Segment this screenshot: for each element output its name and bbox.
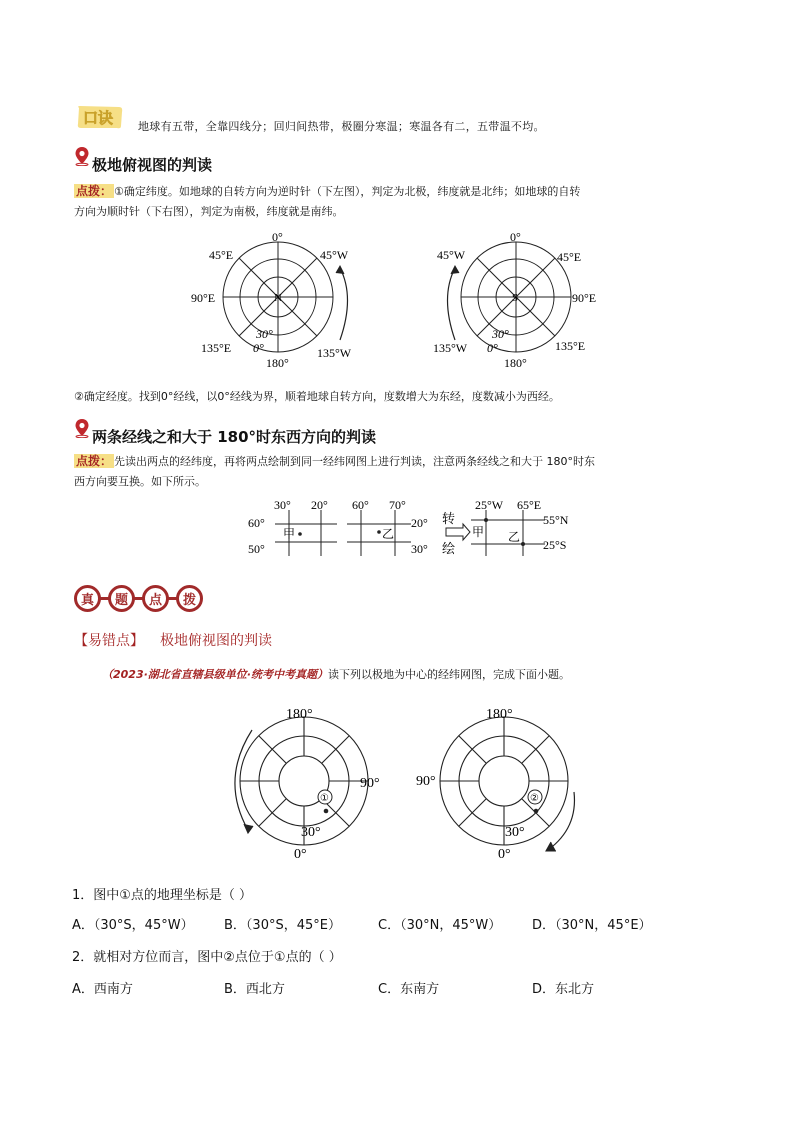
g2-lon2: 70°: [389, 498, 406, 512]
exam2-lat: 30°: [505, 825, 525, 840]
exam1-mark: ①: [320, 793, 329, 804]
rs-tr: 45°E: [557, 250, 582, 264]
source-text: 读下列以极地为中心的经纬网图，完成下面小题。: [327, 668, 570, 681]
zhenti-char-1: 真: [74, 585, 101, 612]
rs-tl: 45°W: [437, 248, 466, 262]
koujue-badge: [75, 104, 125, 130]
question-1-stem: 1．图中①点的地理坐标是（ ）: [72, 888, 253, 903]
ln-zero: 0°: [253, 341, 264, 355]
g3-lat1: 55°N: [543, 513, 569, 527]
g3-p1: 甲: [472, 525, 485, 539]
section2-line1: 先读出两点的经纬度，再将两点绘制到同一经纬网图上进行判读，注意两条经线之和大于 180°时东: [114, 455, 596, 468]
map-pin-icon: [74, 146, 90, 166]
zhenti-char-4: 拨: [176, 585, 203, 612]
rs-right: 90°E: [572, 291, 597, 305]
rs-center: S: [512, 292, 519, 304]
rs-bottom: 180°: [504, 356, 527, 368]
q1-option-a[interactable]: A．（30°S，45°W）: [72, 918, 194, 933]
ln-br: 135°W: [317, 346, 352, 360]
g3-lon2: 65°E: [517, 498, 542, 512]
section1-title: 极地俯视图的判读: [92, 156, 213, 174]
g3-lat2: 25°S: [543, 538, 567, 552]
section2-line2: 西方向要互换。如下所示。: [74, 475, 206, 488]
arrow-top: 转: [442, 512, 456, 527]
section1-para2: ②确定经度。找到0°经线，以0°经线为界，顺着地球自转方向，度数增大为东经，度数减小为西经。: [74, 390, 560, 403]
yicuo-label: 【易错点】: [74, 633, 144, 649]
source-tag: （2023·湖北省直辖县级单位·统考中考真题）: [102, 668, 328, 681]
zhenti-char-3: 点: [142, 585, 169, 612]
exam2-top: 180°: [486, 707, 513, 722]
section1-tag: 点拨：: [76, 184, 113, 198]
g1-lat1: 60°: [248, 516, 265, 530]
map-pin-icon: [74, 418, 90, 438]
question-2-stem: 2．就相对方位而言，图中②点位于①点的（ ）: [72, 950, 342, 965]
grid-transform-diagram: [245, 496, 585, 562]
g1-point: 甲: [283, 527, 296, 541]
ln-left: 90°E: [191, 291, 216, 305]
q1-option-c[interactable]: C．（30°N，45°W）: [378, 918, 502, 933]
g3-p2: 乙: [508, 530, 521, 544]
rs-lat: 30°: [492, 327, 509, 341]
q2-option-a[interactable]: A．西南方: [72, 982, 133, 997]
exam2-mark: ②: [530, 793, 539, 804]
g1-lon2: 20°: [311, 498, 328, 512]
exam1-bottom: 0°: [294, 847, 307, 860]
g2-lat1: 20°: [411, 516, 428, 530]
g3-lon1: 25°W: [475, 498, 504, 512]
exam2-bottom: 0°: [498, 847, 511, 860]
north-polar-diagram: [185, 228, 375, 368]
section2-title: 两条经线之和大于 180°时东西方向的判读: [92, 428, 377, 446]
q2-option-b[interactable]: B．西北方: [224, 982, 285, 997]
yicuo-title: 极地俯视图的判读: [160, 633, 272, 649]
exam-diagram-2: [410, 700, 585, 860]
koujue-label: 口诀: [83, 109, 114, 127]
ln-bottom: 180°: [266, 356, 289, 368]
arrow-bottom: 绘: [442, 542, 456, 557]
exam1-lat: 30°: [301, 825, 321, 840]
ln-lat: 30°: [256, 327, 273, 341]
zhenti-banner: [72, 582, 206, 616]
section1-para1-line2: 方向为顺时针（下右图），判定为南极，纬度就是南纬。: [74, 205, 344, 218]
g2-lat2: 30°: [411, 542, 428, 556]
zhenti-char-2: 题: [108, 585, 135, 612]
g1-lat2: 50°: [248, 542, 265, 556]
g2-lon1: 60°: [352, 498, 369, 512]
section1-para1-line1: ①确定纬度。如地球的自转方向为逆时针（下左图），判定为北极，纬度就是北纬；如地球的自转: [114, 185, 581, 198]
ln-center: N: [274, 292, 282, 304]
section2-tag: 点拨：: [76, 454, 113, 468]
exam2-left: 90°: [416, 774, 436, 789]
rs-br: 135°E: [555, 339, 586, 353]
q2-option-d[interactable]: D．东北方: [532, 982, 595, 997]
q2-option-c[interactable]: C．东南方: [378, 982, 440, 997]
exam-diagram-1: [222, 700, 392, 860]
south-polar-diagram: [425, 228, 615, 368]
q1-option-b[interactable]: B．（30°S，45°E）: [224, 918, 341, 933]
rs-top: 0°: [510, 230, 521, 244]
g2-point: 乙: [382, 527, 395, 541]
ln-tl: 45°E: [209, 248, 234, 262]
exam1-top: 180°: [286, 707, 313, 722]
ln-bl: 135°E: [201, 341, 232, 355]
rs-zero: 0°: [487, 341, 498, 355]
q1-option-d[interactable]: D．（30°N，45°E）: [532, 918, 652, 933]
ln-top: 0°: [272, 230, 283, 244]
rs-bl: 135°W: [433, 341, 468, 355]
ln-tr: 45°W: [320, 248, 349, 262]
exam1-right: 90°: [360, 776, 380, 791]
g1-lon1: 30°: [274, 498, 291, 512]
koujue-text: 地球有五带，全靠四线分；回归间热带，极圈分寒温；寒温各有二，五带温不均。: [138, 120, 545, 133]
